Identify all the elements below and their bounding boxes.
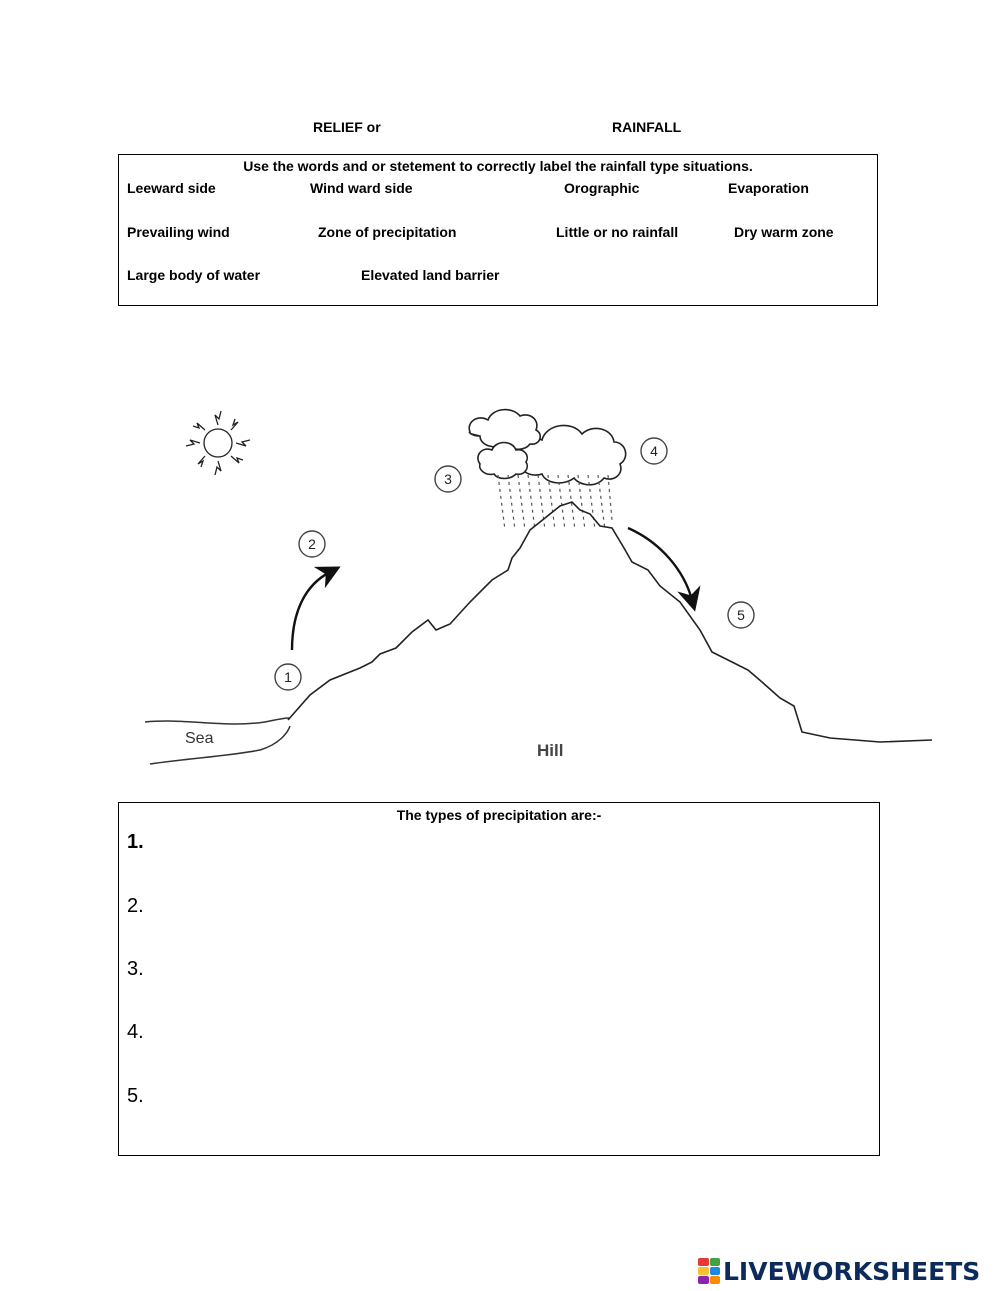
word-orographic: Orographic (564, 180, 640, 196)
word-large-body-of-water: Large body of water (127, 267, 261, 283)
answer-number-3: 3. (127, 958, 144, 980)
logo-tile (710, 1258, 721, 1266)
word-zone-of-precipitation: Zone of precipitation (318, 224, 457, 240)
marker-3 (435, 466, 461, 492)
marker-1 (275, 664, 301, 690)
relief-rainfall-diagram (0, 380, 1000, 790)
sun-icon (186, 411, 250, 475)
marker-1-label: 1 (284, 669, 292, 685)
answer-box (118, 802, 880, 1156)
title-relief: RELIEF or (313, 119, 381, 135)
word-evaporation: Evaporation (728, 180, 809, 196)
hill-outline (288, 502, 932, 742)
title-rainfall: RAINFALL (612, 119, 682, 135)
sea-label: Sea (185, 730, 214, 747)
logo-tile (698, 1276, 709, 1284)
logo-tile (710, 1276, 721, 1284)
marker-3-label: 3 (444, 471, 452, 487)
logo-tiles-icon (698, 1258, 720, 1284)
word-bank-instruction: Use the words and or stetement to correctly label the rainfall type situations. (243, 158, 753, 174)
logo-text: LIVEWORKSHEETS (723, 1256, 981, 1286)
logo-tile (698, 1258, 709, 1266)
word-prevailing-wind: Prevailing wind (127, 224, 230, 240)
hill-label: Hill (537, 741, 564, 760)
logo-tile (698, 1267, 709, 1275)
sea-surface (145, 718, 290, 764)
answer-number-1: 1. (127, 831, 144, 853)
prevailing-wind-arrow (292, 572, 330, 650)
marker-2-label: 2 (308, 536, 316, 552)
word-elevated-land-barrier: Elevated land barrier (361, 267, 500, 283)
word-wind-ward-side: Wind ward side (310, 180, 413, 196)
answer-number-4: 4. (127, 1021, 144, 1043)
logo-tile (710, 1267, 721, 1275)
marker-5 (728, 602, 754, 628)
marker-2 (299, 531, 325, 557)
cloud-icon (469, 410, 625, 485)
word-leeward-side: Leeward side (127, 180, 216, 196)
marker-4-label: 4 (650, 443, 658, 459)
answer-number-5: 5. (127, 1085, 144, 1107)
answer-number-2: 2. (127, 895, 144, 917)
liveworksheets-logo (698, 1256, 980, 1286)
marker-5-label: 5 (737, 607, 745, 623)
word-little-or-no-rainfall: Little or no rainfall (556, 224, 679, 240)
word-dry-warm-zone: Dry warm zone (734, 224, 834, 240)
word-bank-box (118, 154, 878, 306)
marker-4 (641, 438, 667, 464)
answer-heading: The types of precipitation are:- (396, 807, 602, 823)
